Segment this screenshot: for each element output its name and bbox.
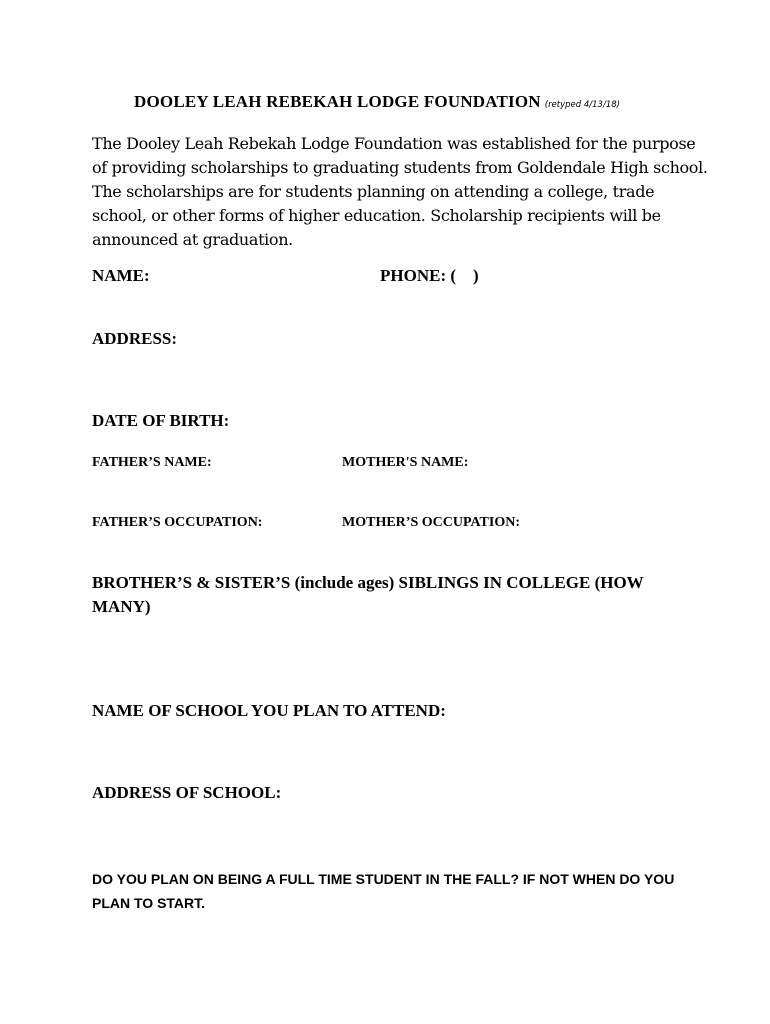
name-label: NAME:	[92, 266, 150, 285]
fathers-occupation-label: FATHER’S OCCUPATION:	[92, 515, 263, 530]
siblings-label: BROTHER’S & SISTER’S (include ages) SIBLINGS IN COLLEGE (HOW MANY)	[92, 573, 644, 616]
intro-paragraph: The Dooley Leah Rebekah Lodge Foundation was established for the purpose of providing scholarships to graduating students from Goldendale High school. The scholarships are for students planning on attending a college, trade school, or other forms of higher education. Scholarship recipients will be announced at graduation.	[92, 134, 708, 249]
date-of-birth-label: DATE OF BIRTH:	[92, 411, 230, 430]
school-name-label: NAME OF SCHOOL YOU PLAN TO ATTEND:	[92, 701, 446, 720]
form-title: DOOLEY LEAH REBEKAH LODGE FOUNDATION	[134, 92, 541, 111]
full-time-question: DO YOU PLAN ON BEING A FULL TIME STUDENT IN THE FALL? IF NOT WHEN DO YOU PLAN TO START.	[92, 871, 675, 911]
school-address-label: ADDRESS OF SCHOOL:	[92, 783, 282, 802]
fathers-name-label: FATHER’S NAME:	[92, 455, 212, 470]
address-label: ADDRESS:	[92, 329, 178, 348]
mothers-occupation-label: MOTHER’S OCCUPATION:	[342, 515, 520, 530]
retyped-note: (retyped 4/13/18)	[544, 100, 620, 110]
form-header	[134, 92, 620, 112]
mothers-name-label: MOTHER'S NAME:	[342, 455, 469, 470]
phone-label: PHONE: ( )	[380, 266, 479, 285]
